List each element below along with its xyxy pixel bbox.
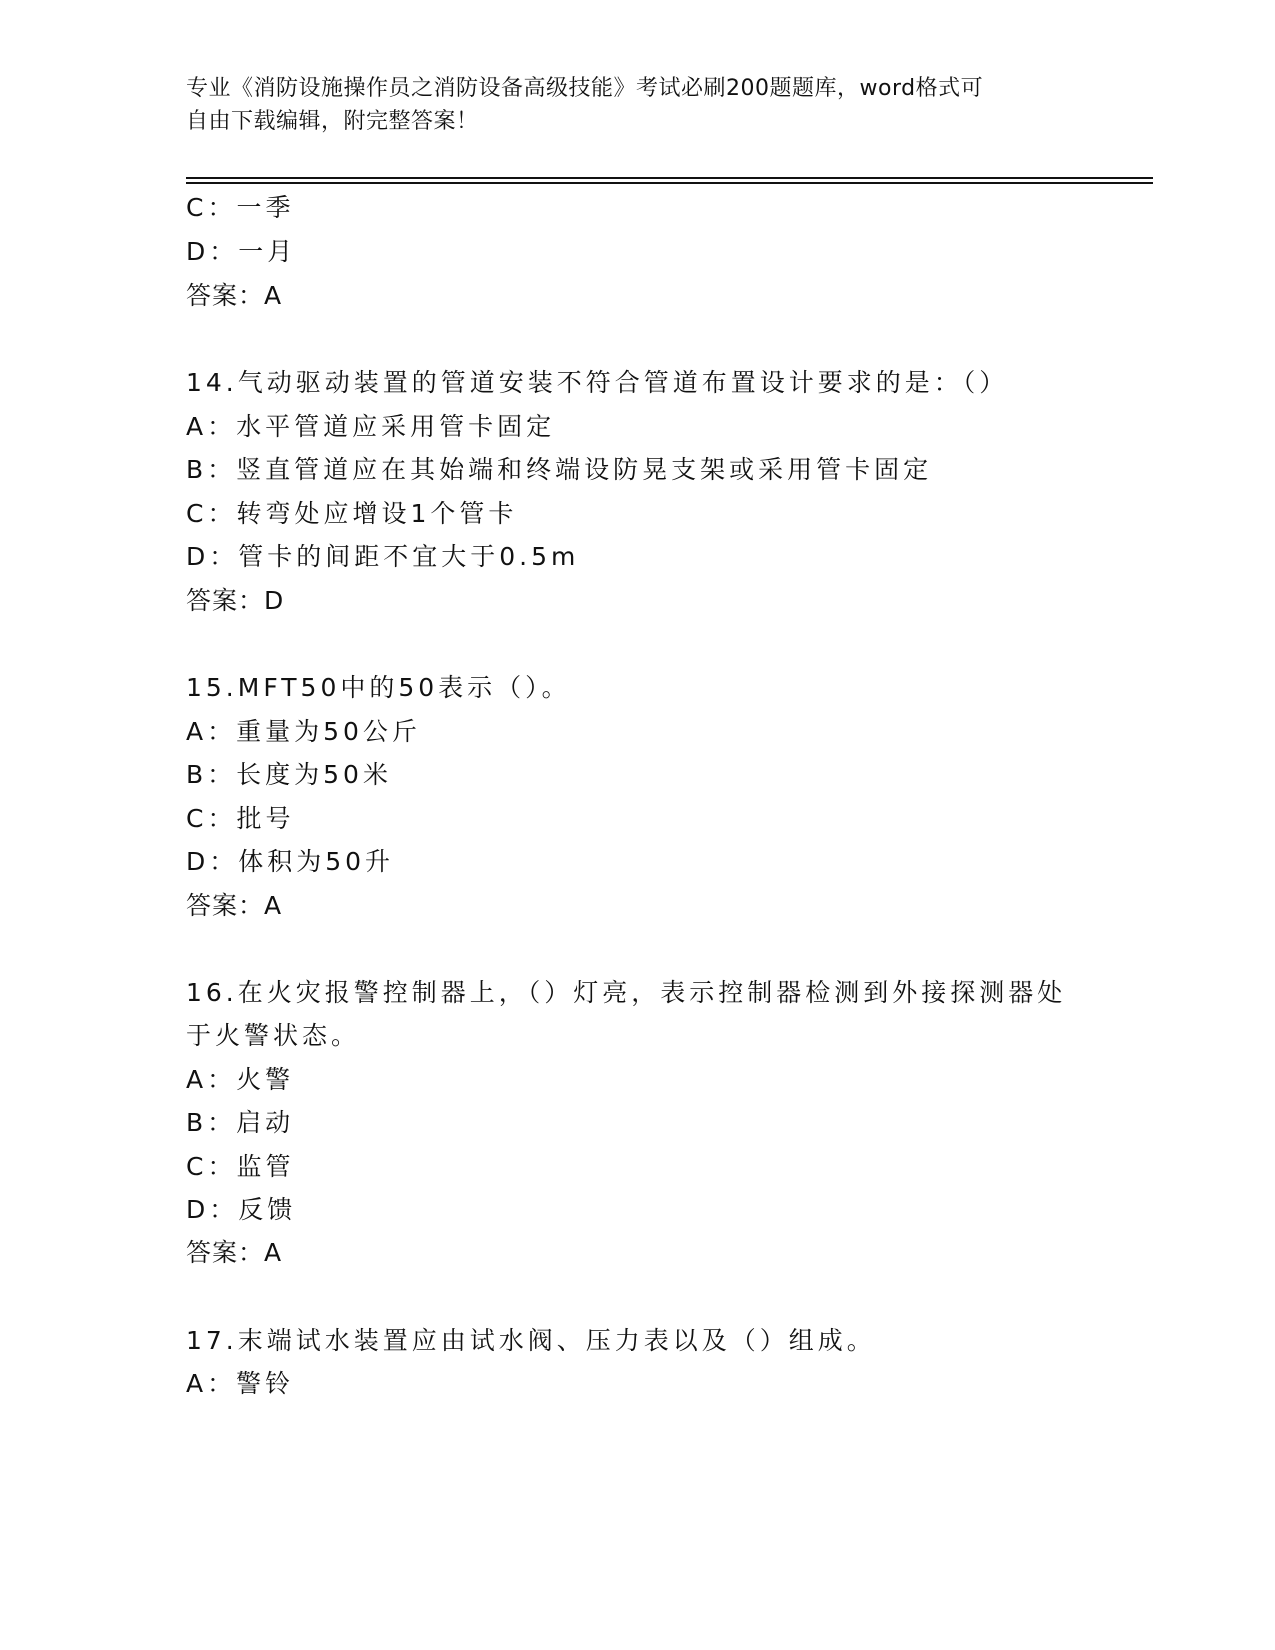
question-16: 16.在火灾报警控制器上，（）灯亮，表示控制器检测到外接探测器处 bbox=[186, 978, 1067, 1007]
option-b-q15: B：长度为50米 bbox=[186, 760, 392, 789]
option-c-q16: C：监管 bbox=[186, 1152, 295, 1181]
option-a-q17: A：警铃 bbox=[186, 1369, 295, 1398]
answer-q16: 答案：A bbox=[186, 1238, 283, 1267]
option-d-q14: D：管卡的间距不宜大于0.5m bbox=[186, 542, 580, 571]
option-c-q13: C：一季 bbox=[186, 193, 295, 222]
header-title-line-1: 专业《消防设施操作员之消防设备高级技能》考试必刷200题题库，word格式可 bbox=[186, 76, 984, 101]
answer-q15: 答案：A bbox=[186, 891, 283, 920]
question-16-continued: 于火警状态。 bbox=[186, 1021, 361, 1050]
option-a-q15: A：重量为50公斤 bbox=[186, 717, 421, 746]
option-d-q15: D：体积为50升 bbox=[186, 847, 395, 876]
option-a-q14: A：水平管道应采用管卡固定 bbox=[186, 412, 556, 441]
option-c-q15: C：批号 bbox=[186, 804, 295, 833]
document-header bbox=[186, 72, 1086, 138]
option-d-q13: D：一月 bbox=[186, 237, 297, 266]
option-b-q14: B：竖直管道应在其始端和终端设防晃支架或采用管卡固定 bbox=[186, 455, 933, 484]
option-d-q16: D：反馈 bbox=[186, 1195, 297, 1224]
question-15: 15.MFT50中的50表示（）。 bbox=[186, 673, 571, 702]
answer-q14: 答案：D bbox=[186, 586, 285, 615]
option-a-q16: A：火警 bbox=[186, 1065, 295, 1094]
header-divider-top bbox=[186, 177, 1153, 179]
option-c-q14: C：转弯处应增设1个管卡 bbox=[186, 499, 518, 528]
option-b-q16: B：启动 bbox=[186, 1108, 295, 1137]
question-17: 17.末端试水装置应由试水阀、压力表以及（）组成。 bbox=[186, 1326, 876, 1355]
header-divider-bottom bbox=[186, 182, 1153, 184]
question-14: 14.气动驱动装置的管道安装不符合管道布置设计要求的是：（） bbox=[186, 368, 1009, 397]
answer-q13: 答案：A bbox=[186, 281, 283, 310]
header-title-line-2: 自由下载编辑，附完整答案！ bbox=[186, 109, 479, 134]
